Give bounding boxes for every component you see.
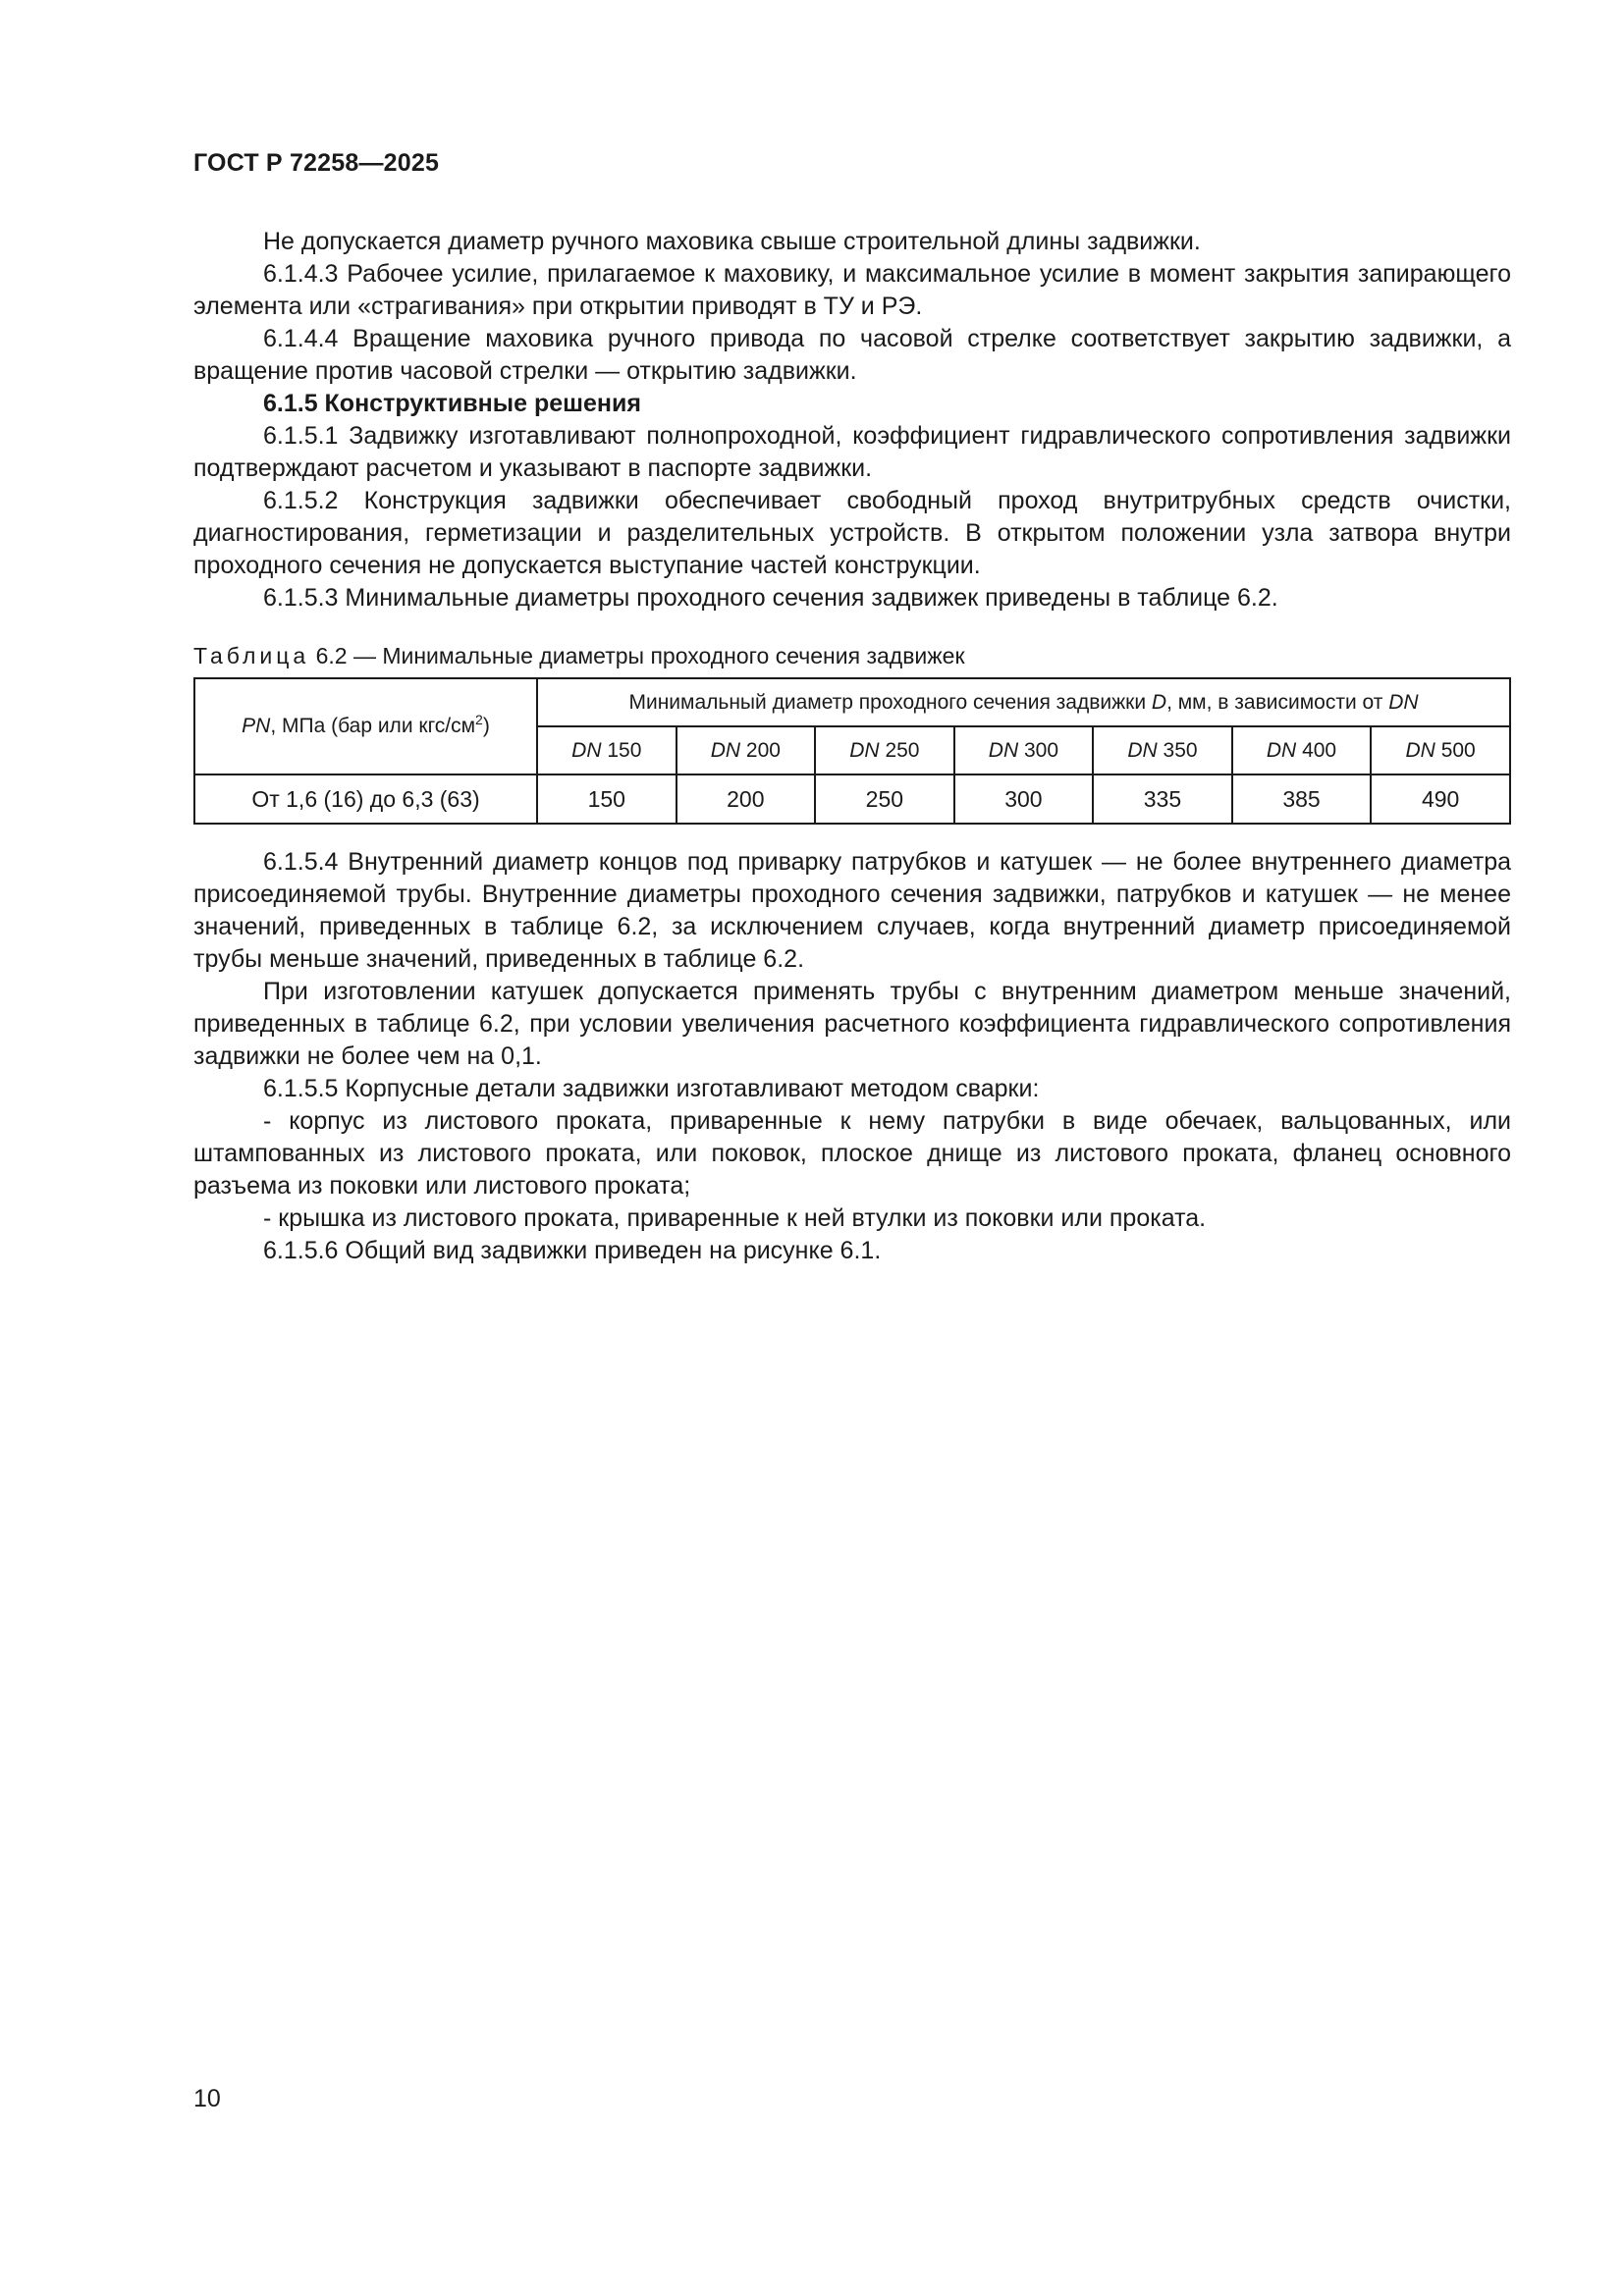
value-cell: 335 <box>1093 774 1232 824</box>
paragraph: При изготовлении катушек допускается применять трубы с внутренним диаметром меньше значений, приведенных в таблице 6.2, при условии увеличения расчетного коэффициента гидравлического сопротивления задвижки не более чем на 0,1. <box>193 978 1511 1070</box>
paragraph: 6.1.5.5 Корпусные детали задвижки изготавливают методом сварки: <box>263 1075 1040 1102</box>
value-cell: 250 <box>815 774 954 824</box>
dn-header-cell: DN 150 <box>537 726 677 774</box>
table-caption-text: 6.2 — Минимальные диаметры проходного сечения задвижек <box>315 643 965 668</box>
table-row <box>194 774 1510 824</box>
value-cell: 385 <box>1232 774 1372 824</box>
dn-header-cell: DN 350 <box>1093 726 1232 774</box>
page-number: 10 <box>193 2085 221 2112</box>
group-header-cell: Минимальный диаметр проходного сечения задвижки D, мм, в зависимости от DN <box>537 678 1510 726</box>
document-body <box>193 226 1511 1267</box>
dn-header-cell: DN 500 <box>1371 726 1510 774</box>
paragraph: Не допускается диаметр ручного маховика свыше строительной длины задвижки. <box>263 228 1201 255</box>
value-cell: 490 <box>1371 774 1510 824</box>
dn-header-cell: DN 300 <box>954 726 1094 774</box>
paragraph: 6.1.4.4 Вращение маховика ручного привода по часовой стрелке соответствует закрытию задвижки, а вращение против часовой стрелки — открытию задвижки. <box>193 325 1511 385</box>
table-caption <box>193 642 1511 669</box>
dn-header-cell: DN 400 <box>1232 726 1372 774</box>
dn-header-cell: DN 250 <box>815 726 954 774</box>
value-cell: 300 <box>954 774 1094 824</box>
document-header: ГОСТ Р 72258—2025 <box>193 149 440 177</box>
row-label-cell: От 1,6 (16) до 6,3 (63) <box>194 774 537 824</box>
list-item: - корпус из листового проката, приваренные к нему патрубки в виде обечаек, вальцованных, или штампованных из листового проката, или поковок, плоское днище из листового проката, фланец основного разъема из поковки или листового проката; <box>193 1107 1511 1200</box>
list-item: - крышка из листового проката, приваренные к ней втулки из поковки или проката. <box>263 1204 1207 1232</box>
paragraph: 6.1.4.3 Рабочее усилие, прилагаемое к маховику, и максимальное усилие в момент закрытия запирающего элемента или «страгивания» при открытии приводят в ТУ и РЭ. <box>193 260 1511 320</box>
paragraph: 6.1.5.3 Минимальные диаметры проходного сечения задвижек приведены в таблице 6.2. <box>263 584 1278 612</box>
dn-header-cell: DN 200 <box>677 726 816 774</box>
table-caption-label: Таблица <box>193 643 310 668</box>
paragraph: 6.1.5.1 Задвижку изготавливают полнопроходной, коэффициент гидравлического сопротивления задвижки подтверждают расчетом и указывают в паспорте задвижки. <box>193 422 1511 482</box>
diameter-table <box>193 677 1511 825</box>
paragraph: 6.1.5.2 Конструкция задвижки обеспечивает свободный проход внутритрубных средств очистки, диагностирования, герметизации и разделительных устройств. В открытом положении узла затвора внутри проходного сечения не допускается выступание частей конструкции. <box>193 487 1511 579</box>
section-heading: 6.1.5 Конструктивные решения <box>263 390 641 417</box>
paragraph: 6.1.5.4 Внутренний диаметр концов под приварку патрубков и катушек — не более внутреннего диаметра присоединяемой трубы. Внутренние диаметры проходного сечения задвижки, патрубков и катушек — не менее значений, приведенных в таблице 6.2, за исключением случаев, когда внутренний диаметр присоединяемой трубы меньше значений, приведенных в таблице 6.2. <box>193 848 1511 973</box>
value-cell: 200 <box>677 774 816 824</box>
paragraph: 6.1.5.6 Общий вид задвижки приведен на рисунке 6.1. <box>263 1237 882 1264</box>
table-header-row <box>194 678 1510 726</box>
value-cell: 150 <box>537 774 677 824</box>
pn-header-cell: PN, МПа (бар или кгс/$см^2$) <box>194 678 537 774</box>
